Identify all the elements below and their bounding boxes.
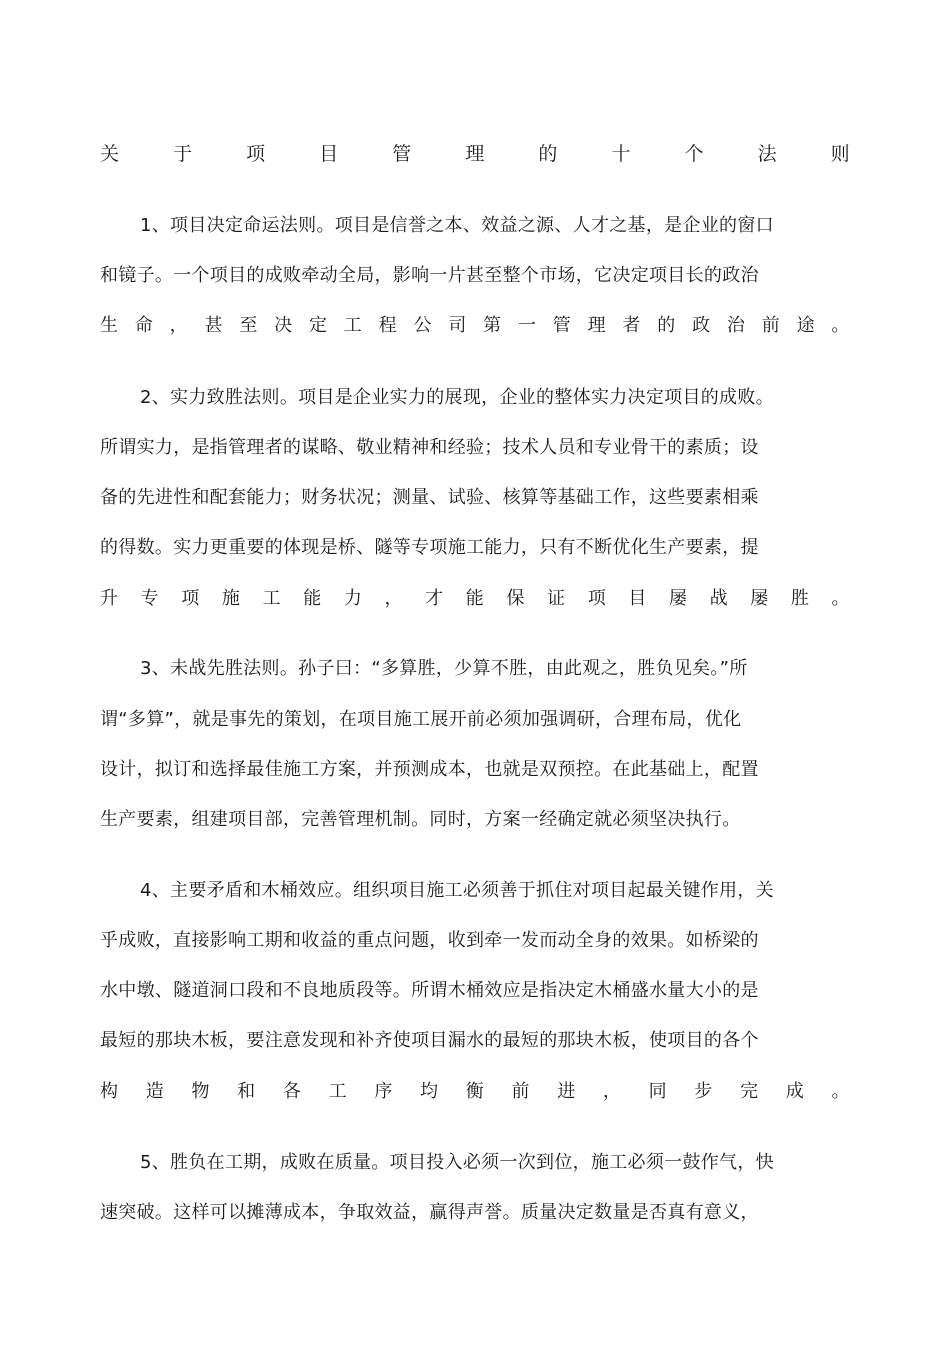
glyph: 胜 [790,588,810,609]
glyph: 屡 [668,588,688,609]
paragraph-2-line-4: 的得数。实力更重要的体现是桥、隧等专项施工能力，只有不断优化生产要素，提 [100,537,759,558]
glyph: 工 [262,588,281,609]
glyph: 项 [587,588,606,609]
glyph: 关 [100,143,120,165]
glyph: 进 [557,1081,576,1102]
paragraph-2-line-2: 所谓实力，是指管理者的谋略、敬业精神和经验；技术人员和专业骨干的素质；设 [100,437,759,458]
paragraph-4-line-1: 4、主要矛盾和木桶效应。组织项目施工必须善于抓住对项目起最关键作用，关 [140,880,774,901]
glyph: 。 [831,315,850,336]
glyph: 工 [343,315,363,336]
glyph: 至 [239,315,258,336]
glyph: 能 [465,588,485,609]
paragraph-5-line-1: 5、胜负在工期，成败在质量。项目投入必须一次到位，施工必须一鼓作气，快 [140,1152,774,1173]
paragraph-4-line-4: 最短的那块木板，要注意发现和补齐使项目漏水的最短的那块木板，使项目的各个 [100,1030,759,1051]
glyph: 十 [611,143,631,165]
glyph: 个 [684,143,704,165]
glyph: 第 [483,315,502,336]
glyph: 理 [465,143,485,165]
paragraph-4-line-3: 水中墩、隧道洞口段和不良地质段等。所谓木桶效应是指决定木桶盛水量大小的是 [100,980,759,1001]
glyph: 同 [648,1081,667,1102]
glyph: 。 [831,1081,850,1102]
glyph: 均 [420,1081,439,1102]
glyph: 成 [785,1081,805,1102]
paragraph-4-line-2: 乎成败，直接影响工期和收益的重点问题，收到牵一发而动全身的效果。如桥梁的 [100,930,759,951]
glyph: 构 [100,1081,119,1102]
glyph: 管 [552,315,572,336]
paragraph-3-line-1: 3、未战先胜法则。孙子曰：“多算胜，少算不胜，由此观之，胜负见矣。”所 [140,658,748,679]
paragraph-2-line-5 [100,587,850,611]
glyph: 序 [374,1081,393,1102]
glyph: 则 [830,143,850,165]
glyph: 才 [425,588,444,609]
glyph: ， [169,315,188,336]
glyph: 治 [726,315,746,336]
glyph: 项 [246,143,266,165]
glyph: 公 [413,315,432,336]
glyph: 衡 [465,1081,485,1102]
glyph: 前 [511,1081,530,1102]
glyph: 项 [181,588,200,609]
glyph: 前 [761,315,781,336]
glyph: 生 [100,315,119,336]
glyph: 战 [709,588,728,609]
glyph: 命 [134,315,154,336]
glyph: 定 [308,315,328,336]
paragraph-2-line-3: 备的先进性和配套能力；财务状况；测量、试验、核算等基础工作，这些要素相乘 [100,487,759,508]
glyph: 能 [303,588,322,609]
glyph: 和 [237,1081,256,1102]
glyph: 甚 [204,315,223,336]
glyph: 目 [319,143,339,165]
glyph: 物 [191,1081,210,1102]
glyph: 专 [140,588,159,609]
glyph: 工 [328,1081,347,1102]
glyph: 决 [274,315,293,336]
glyph: 途 [796,315,815,336]
glyph: 步 [694,1081,713,1102]
paragraph-1-line-3 [100,314,850,338]
paragraph-3-line-2: 谓“多算”，就是事先的策划，在项目施工展开前必须加强调研，合理布局，优化 [100,709,742,730]
glyph: 理 [587,315,606,336]
glyph: 的 [657,315,676,336]
glyph: 法 [757,143,777,165]
glyph: 。 [831,588,850,609]
paragraph-3-line-4: 生产要素，组建项目部，完善管理机制。同时，方案一经确定就必须坚决执行。 [100,809,741,830]
glyph: ， [384,588,403,609]
glyph: 一 [517,315,537,336]
glyph: 完 [740,1081,759,1102]
glyph: 力 [343,588,363,609]
glyph: 造 [145,1081,165,1102]
paragraph-3-line-3: 设计，拟订和选择最佳施工方案，并预测成本，也就是双预控。在此基础上，配置 [100,759,759,780]
glyph: 的 [538,143,558,165]
paragraph-1-line-1: 1、项目决定命运法则。项目是信誉之本、效益之源、人才之基，是企业的窗口 [140,215,774,236]
glyph: 各 [282,1081,302,1102]
paragraph-5-line-2: 速突破。这样可以摊薄成本，争取效益，赢得声誉。质量决定数量是否真有意义， [100,1202,759,1223]
glyph: 程 [378,315,397,336]
glyph: 司 [448,315,467,336]
glyph: 施 [221,588,241,609]
glyph: 者 [622,315,641,336]
glyph: 目 [628,588,647,609]
page-title [100,142,850,166]
glyph: 证 [547,588,566,609]
glyph: 于 [173,143,193,165]
glyph: ， [602,1081,622,1102]
paragraph-2-line-1: 2、实力致胜法则。项目是企业实力的展现，企业的整体实力决定项目的成败。 [140,387,774,408]
paragraph-4-line-5 [100,1080,850,1104]
glyph: 管 [392,143,412,165]
glyph: 屡 [750,588,769,609]
paragraph-1-line-2: 和镜子。一个项目的成败牵动全局，影响一片甚至整个市场，它决定项目长的政治 [100,265,759,286]
glyph: 政 [692,315,711,336]
glyph: 升 [100,588,119,609]
glyph: 保 [506,588,525,609]
